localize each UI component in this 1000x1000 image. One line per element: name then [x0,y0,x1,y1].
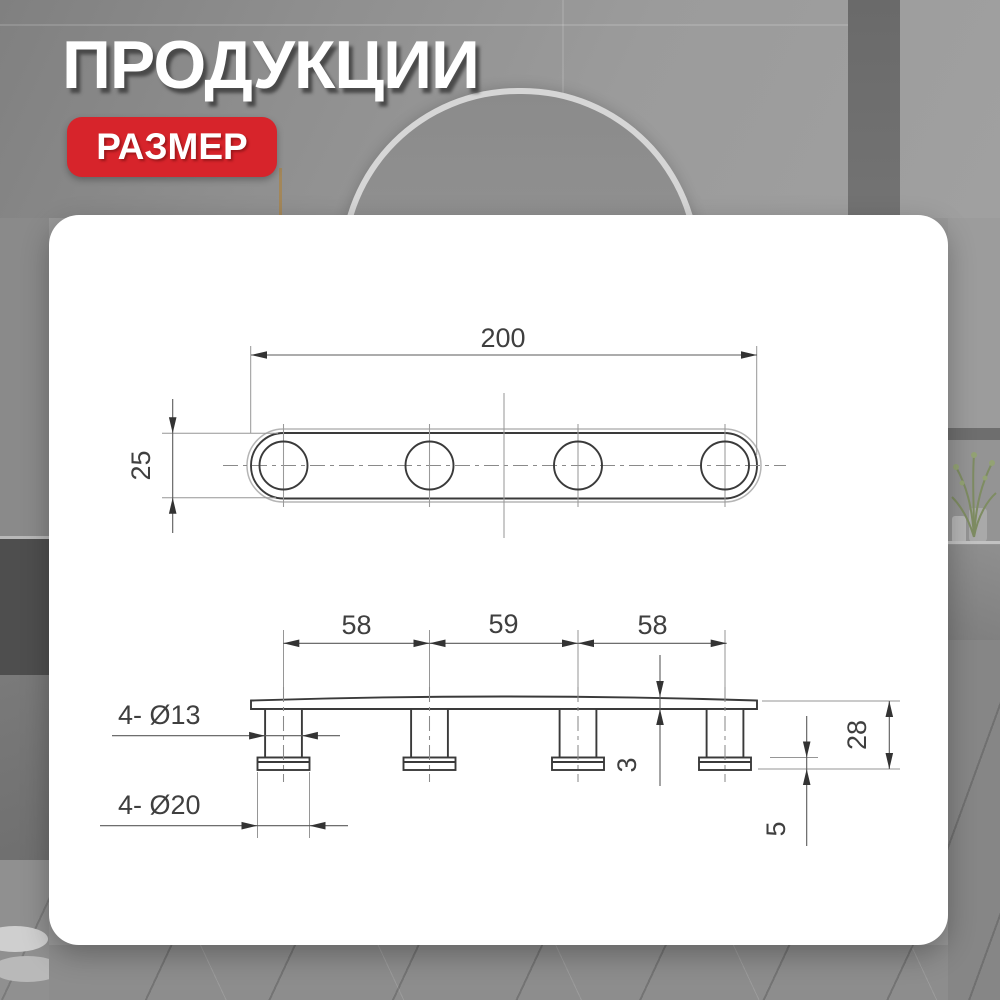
svg-text:59: 59 [488,609,519,639]
wall-panel [848,0,900,218]
page-title: ПРОДУКЦИИ [62,27,479,103]
dark-cabinet [0,539,49,675]
plant [948,445,1000,545]
faucet [279,168,282,218]
svg-text:3: 3 [612,757,642,773]
wall-left [0,218,49,538]
drawing-card [49,215,948,945]
svg-text:200: 200 [480,323,526,353]
size-badge-label: РАЗМЕР [96,126,248,167]
svg-text:5: 5 [761,821,791,837]
svg-text:4- Ø20: 4- Ø20 [118,790,201,820]
floor-bottom [49,945,948,1000]
svg-text:4- Ø13: 4- Ø13 [118,700,201,730]
svg-text:58: 58 [637,610,668,640]
wall-right-lower [948,545,1000,640]
shelf-line [948,541,1000,544]
floor-right [948,640,1000,1000]
wall-right [948,218,1000,430]
shelf-niche-top [948,428,1000,440]
size-badge [67,117,277,177]
wall-left-lower [0,675,49,860]
svg-text:28: 28 [842,719,872,751]
svg-text:25: 25 [126,450,156,481]
svg-text:58: 58 [341,610,372,640]
